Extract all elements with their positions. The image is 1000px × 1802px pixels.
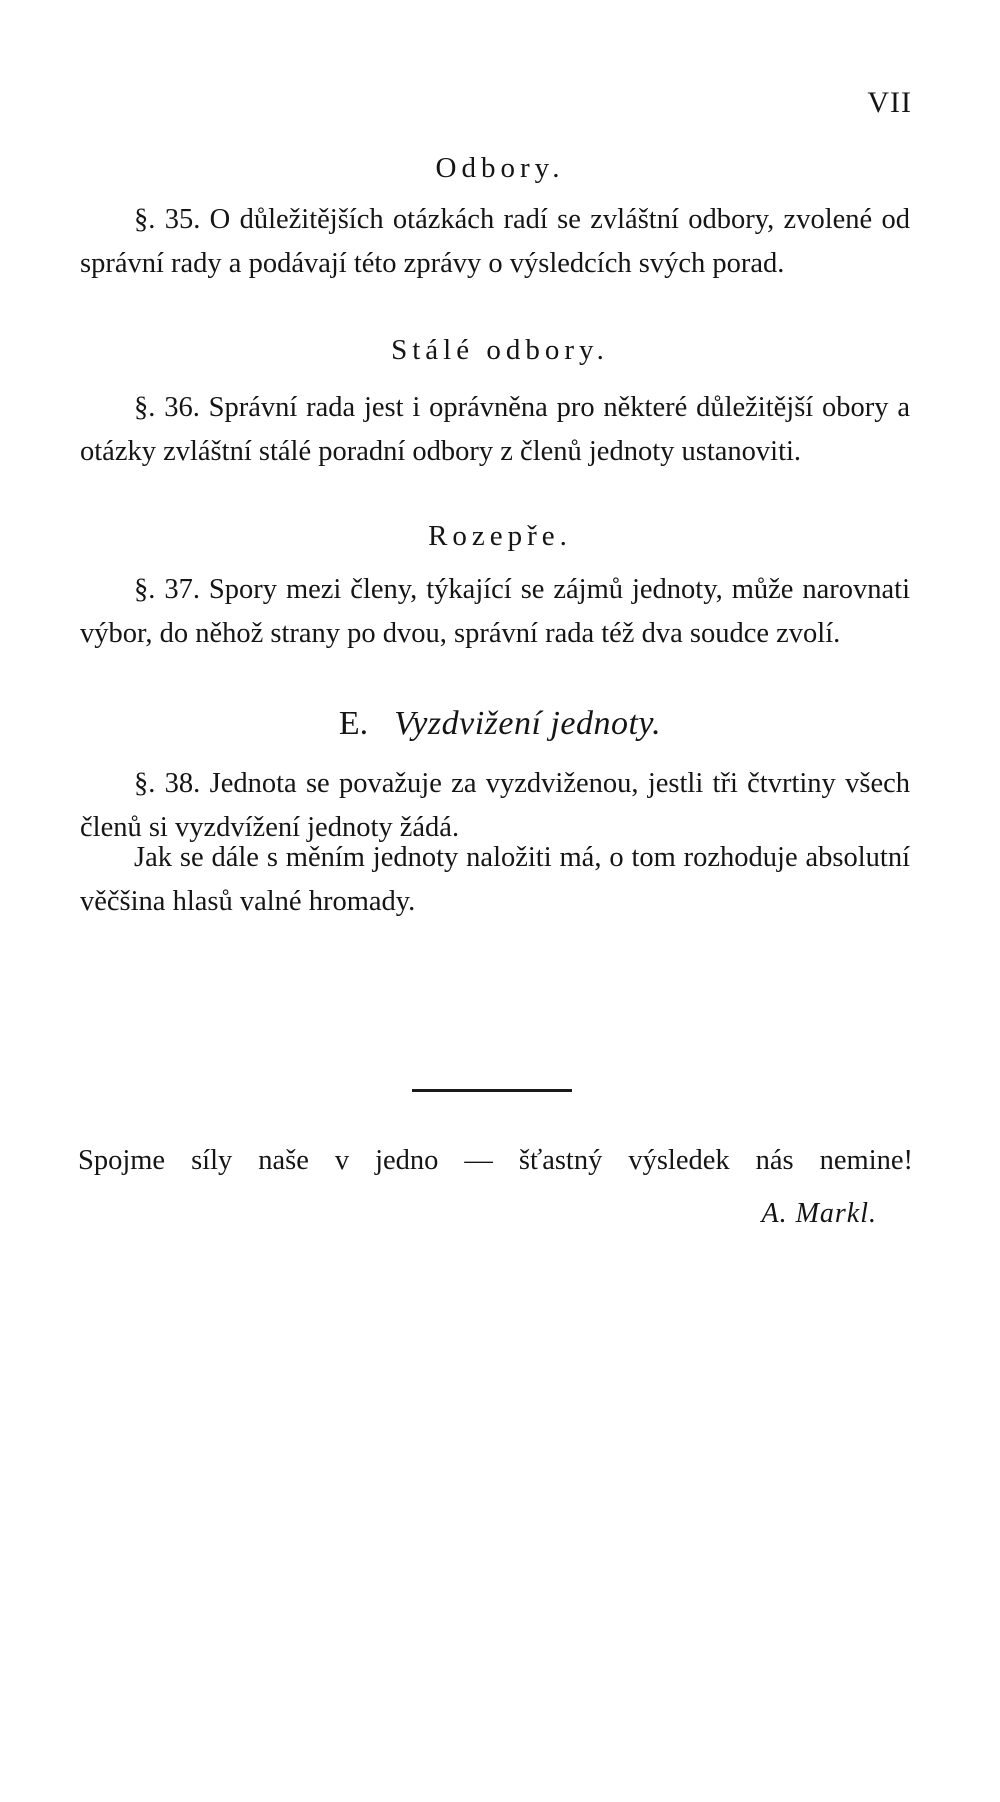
- heading-stale-odbory: Stálé odbory.: [391, 334, 609, 366]
- author-signature: A. Markl.: [761, 1198, 877, 1229]
- paragraph-38-continued: Jak se dále s měním jednoty naložiti má, o tom rozhoduje absolutní věčšina hlasů valné hromady.: [80, 842, 910, 917]
- closing-motto: Spojme síly naše v jedno — šťastný výsledek nás nemine!: [78, 1145, 913, 1176]
- paragraph-35: §. 35. O důležitějších otázkách radí se zvláštní odbory, zvolené od správní rady a podávají této zprávy o výsledcích svých porad.: [80, 204, 910, 279]
- section-name: Vyzdvižení jednoty.: [394, 705, 662, 742]
- heading-rozepre: Rozepře.: [428, 520, 572, 552]
- heading-odbory: Odbory.: [435, 152, 565, 184]
- section-letter: E.: [338, 705, 369, 742]
- section-divider: [412, 1089, 572, 1092]
- paragraph-36: §. 36. Správní rada jest i oprávněna pro některé důležitější obory a otázky zvláštní stálé poradní odbory z členů jednoty ustanoviti.: [80, 392, 910, 467]
- paragraph-38: §. 38. Jednota se považuje za vyzdviženou, jestli tři čtvrtiny všech členů si vyzdvížení jednoty žádá.: [80, 768, 910, 843]
- paragraph-37: §. 37. Spory mezi členy, týkající se zájmů jednoty, může narovnati výbor, do něhož strany po dvou, správní rada též dva soudce zvolí.: [80, 574, 910, 649]
- page-number: VII: [867, 86, 912, 119]
- section-title: [0, 705, 1000, 743]
